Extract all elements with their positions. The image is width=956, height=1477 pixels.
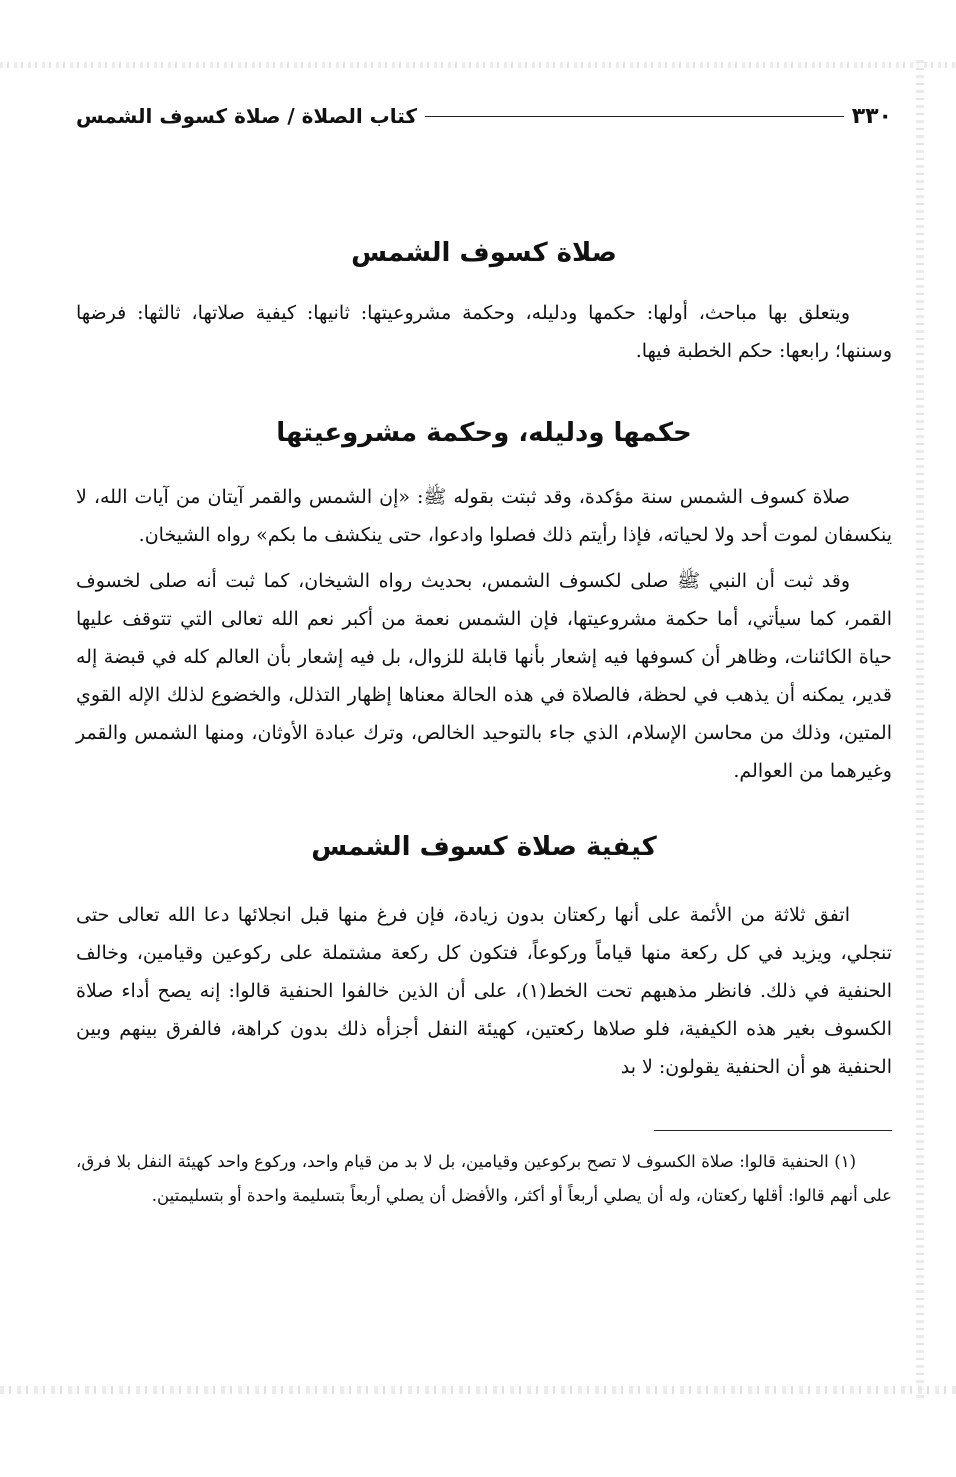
footnote-rule [654, 1130, 892, 1131]
scan-edge-right [916, 60, 924, 1400]
running-title: كتاب الصلاة / صلاة كسوف الشمس [76, 104, 418, 128]
scan-edge-top [0, 62, 956, 68]
section-heading-method: كيفية صلاة كسوف الشمس [311, 832, 657, 862]
running-head [76, 96, 892, 136]
ruling-paragraph-1: صلاة كسوف الشمس سنة مؤكدة، وقد ثبتت بقوله ﷺ: «إن الشمس والقمر آيتان من آيات الله، لا ينكسفان لموت أحد ولا لحياته، فإذا رأيتم ذلك فصلوا وادعوا، حتى ينكشف ما بكم» رواه الشيخان. [76, 486, 892, 546]
header-rule [425, 116, 844, 117]
page-number: ٣٣٠ [851, 103, 892, 129]
intro-paragraph: ويتعلق بها مباحث، أولها: حكمها ودليله، وحكمة مشروعيتها: ثانيها: كيفية صلاتها، ثالثها: فرضها وسننها؛ رابعها: حكم الخطبة فيها. [76, 302, 892, 362]
scan-edge-bottom [0, 1386, 956, 1394]
method-paragraph: اتفق ثلاثة من الأئمة على أنها ركعتان بدون زيادة، فإن فرغ منها قبل انجلائها دعا الله تعالى حتى تنجلي، ويزيد في كل ركعة منها قياماً وركوعاً، فتكون كل ركعة مشتملة على ركوعين وقيامين، وخالف الحنفية في ذلك. فانظر مذهبهم تحت الخط(١)، على أن الذين خالفوا الحنفية قالوا: إنه يصح أداء صلاة الكسوف بغير هذه الكيفية، فلو صلاها ركعتين، كهيئة النفل أجزأه ذلك بدون كراهة، فالفرق بينهم وبين الحنفية هو أن الحنفية يقولون: لا بد [76, 904, 892, 1078]
section-heading-ruling: حكمها ودليله، وحكمة مشروعيتها [276, 418, 692, 448]
book-page [76, 96, 892, 1213]
section-heading-eclipse-prayer: صلاة كسوف الشمس [351, 238, 617, 268]
footnote: (١) الحنفية قالوا: صلاة الكسوف لا تصح بركوعين وقيامين، بل لا بد من قيام واحد، وركوع واحد كهيئة النفل بلا فرق، على أنهم قالوا: أقلها ركعتان، وله أن يصلي أربعاً أو أكثر، والأفضل أن يصلي أربعاً بتسليمة واحدة أو بتسليمتين. [76, 1152, 892, 1205]
ruling-paragraph-2: وقد ثبت أن النبي ﷺ صلى لكسوف الشمس، بحديث رواه الشيخان، كما ثبت أنه صلى لخسوف القمر، كما سيأتي، أما حكمة مشروعيتها، فإن الشمس نعمة من أكبر نعم الله تعالى التي تتوقف عليها حياة الكائنات، وظاهر أن كسوفها فيه إشعار بأنها قابلة للزوال، بل فيه إشعار بأن العالم كله في قبضة إله قدير، يمكنه أن يذهب في لحظة، فالصلاة في هذه الحالة معناها إظهار التذلل، والخضوع لذلك الإله القوي المتين، وذلك من محاسن الإسلام، الذي جاء بالتوحيد الخالص، وترك عبادة الأوثان، ومنها الشمس والقمر وغيرهما من العوالم. [76, 570, 892, 782]
